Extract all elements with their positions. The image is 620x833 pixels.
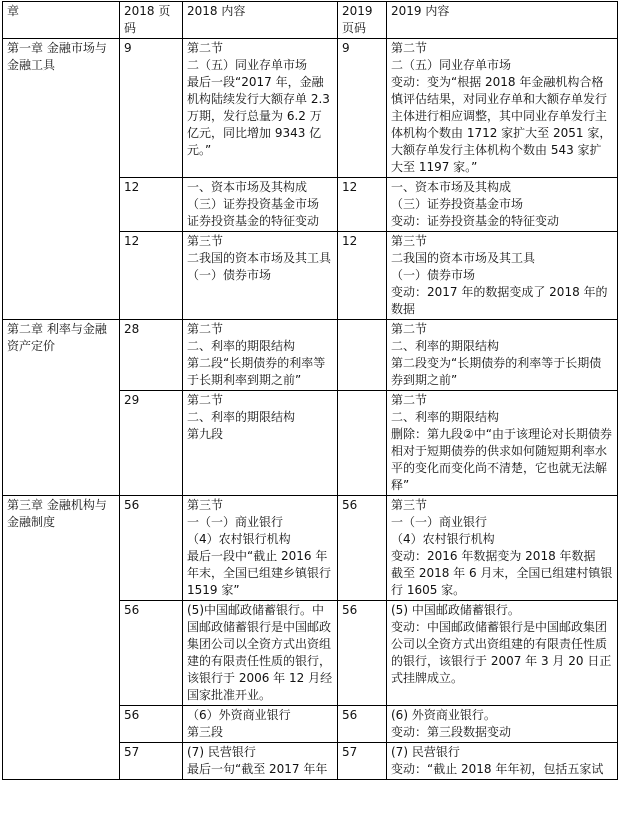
content-line: 第三段 [187,725,224,739]
content-line: 二、利率的期限结构 [187,339,296,353]
content-line: (6) 外资商业银行。 [391,708,496,722]
content-2018-cell [183,496,338,601]
content-line: 第二节 [187,393,224,407]
content-line: （三）证券投资基金市场 [187,197,320,211]
page-2019-cell: 56 [338,496,387,601]
content-2019-cell [387,320,618,391]
content-2018-cell [183,232,338,320]
content-line: 最后一段“2017 年，金融机构陆续发行大额存单 2.3 万期，发行总量为 6.2 万亿元，同比增加 9343 亿元。” [187,75,330,157]
content-2019-cell [387,743,618,780]
content-line: （4）农村银行机构 [391,532,495,546]
content-line: 变动：中国邮政储蓄银行是中国邮政集团公司以全资方式出资组建的有限责任性质的银行，该银行于 2007 年 3 月 20 日正式挂牌成立。 [391,620,612,685]
page-2019-cell [338,391,387,496]
content-line: 二我国的资本市场及其工具 [391,251,536,265]
page-2018-cell: 28 [120,320,183,391]
content-line: 二、利率的期限结构 [391,410,500,424]
page-2018-cell: 9 [120,39,183,178]
header-chapter: 章 [3,2,120,39]
page-2019-cell: 12 [338,178,387,232]
table-body [3,39,618,780]
page-2018-cell: 12 [120,178,183,232]
chapter-cell: 第二章 利率与金融资产定价 [3,320,120,496]
content-line: 一（一）商业银行 [391,515,488,529]
content-line: （三）证券投资基金市场 [391,197,524,211]
header-2018-content: 2018 内容 [183,2,338,39]
content-2018-cell [183,391,338,496]
table-row [3,39,618,178]
content-line: 删除：第九段②中“由于该理论对长期债券相对于短期债券的供求如何随短期利率水平的变化而变化尚不清楚，它也就无法解释” [391,427,612,492]
header-row [3,2,618,39]
content-line: 二我国的资本市场及其工具 [187,251,332,265]
page-2018-cell: 12 [120,232,183,320]
content-line: （4）农村银行机构 [187,532,291,546]
content-2019-cell [387,706,618,743]
content-line: (5)中国邮政储蓄银行。中国邮政储蓄银行是中国邮政集团公司以全资方式出资组建的有限责任性质的银行，该银行于 2006 年 12 月经国家批准开业。 [187,603,333,702]
content-line: 变动：第三段数据变动 [391,725,512,739]
page-2019-cell: 12 [338,232,387,320]
page-2019-cell: 56 [338,601,387,706]
content-line: （6）外资商业银行 [187,708,291,722]
chapter-cell: 第三章 金融机构与金融制度 [3,496,120,780]
header-2019-page: 2019 页码 [338,2,387,39]
content-2019-cell [387,178,618,232]
page-2019-cell: 56 [338,706,387,743]
content-line: 变动：“截止 2018 年年初，包括五家试 [391,762,604,776]
content-line: 第三节 [391,234,428,248]
content-line: 第九段 [187,427,224,441]
content-line: 第二节 [187,41,224,55]
header-2019-content: 2019 内容 [387,2,618,39]
content-line: 二（五）同业存单市场 [187,58,308,72]
content-line: 最后一句“截至 2017 年年 [187,762,328,776]
content-line: 二、利率的期限结构 [187,410,296,424]
content-2019-cell [387,391,618,496]
content-2018-cell [183,743,338,780]
content-2018-cell [183,39,338,178]
page-2018-cell: 56 [120,706,183,743]
content-2018-cell [183,320,338,391]
content-2019-cell [387,496,618,601]
table-header [3,2,618,39]
table-row [3,320,618,391]
content-line: 一、资本市场及其构成 [391,180,512,194]
page-2019-cell: 57 [338,743,387,780]
page-2019-cell [338,320,387,391]
chapter-cell: 第一章 金融市场与金融工具 [3,39,120,320]
content-line: 截至 2018 年 6 月末，全国已组建村镇银行 1605 家。 [391,566,613,597]
table-row [3,496,618,601]
page-2018-cell: 56 [120,601,183,706]
page-2019-cell: 9 [338,39,387,178]
content-line: 最后一段中“截止 2016 年年末，全国已组建乡镇银行 1519 家” [187,549,332,597]
content-line: 第二节 [391,322,428,336]
content-line: 第三节 [187,234,224,248]
content-line: 变动：2016 年数据变为 2018 年数据 [391,549,596,563]
content-line: 第二节 [187,322,224,336]
content-2019-cell [387,232,618,320]
content-line: 二、利率的期限结构 [391,339,500,353]
content-line: 第二段变为“长期债券的利率等于长期债券到期之前” [391,356,602,387]
content-line: 一（一）商业银行 [187,515,284,529]
content-2018-cell [183,601,338,706]
header-2018-page: 2018 页码 [120,2,183,39]
content-line: （一）债券市场 [187,268,272,282]
content-2018-cell [183,178,338,232]
content-line: 变动：变为“根据 2018 年金融机构合格慎评估结果，对同业存单和大额存单发行主体进行相应调整，其中同业存单发行主体机构个数由 1712 家扩大至 2051 家，大额存单发行主体机构个数由 543 家扩大至 1197 家。” [391,75,612,174]
content-line: 第二段“长期债券的利率等于长期利率到期之前” [187,356,326,387]
content-line: (5) 中国邮政储蓄银行。 [391,603,520,617]
page-2018-cell: 29 [120,391,183,496]
content-line: 变动：证券投资基金的特征变动 [391,214,560,228]
content-line: 第二节 [391,41,428,55]
page-2018-cell: 57 [120,743,183,780]
comparison-table [2,1,618,780]
content-2018-cell [183,706,338,743]
content-line: 证券投资基金的特征变动 [187,214,320,228]
content-line: (7) 民营银行 [187,745,256,759]
content-line: （一）债券市场 [391,268,476,282]
content-line: 二（五）同业存单市场 [391,58,512,72]
content-line: 一、资本市场及其构成 [187,180,308,194]
content-line: 第三节 [187,498,224,512]
content-line: 第三节 [391,498,428,512]
content-2019-cell [387,601,618,706]
content-line: 变动：2017 年的数据变成了 2018 年的数据 [391,285,608,316]
content-line: 第二节 [391,393,428,407]
content-2019-cell [387,39,618,178]
page-2018-cell: 56 [120,496,183,601]
content-line: (7) 民营银行 [391,745,460,759]
